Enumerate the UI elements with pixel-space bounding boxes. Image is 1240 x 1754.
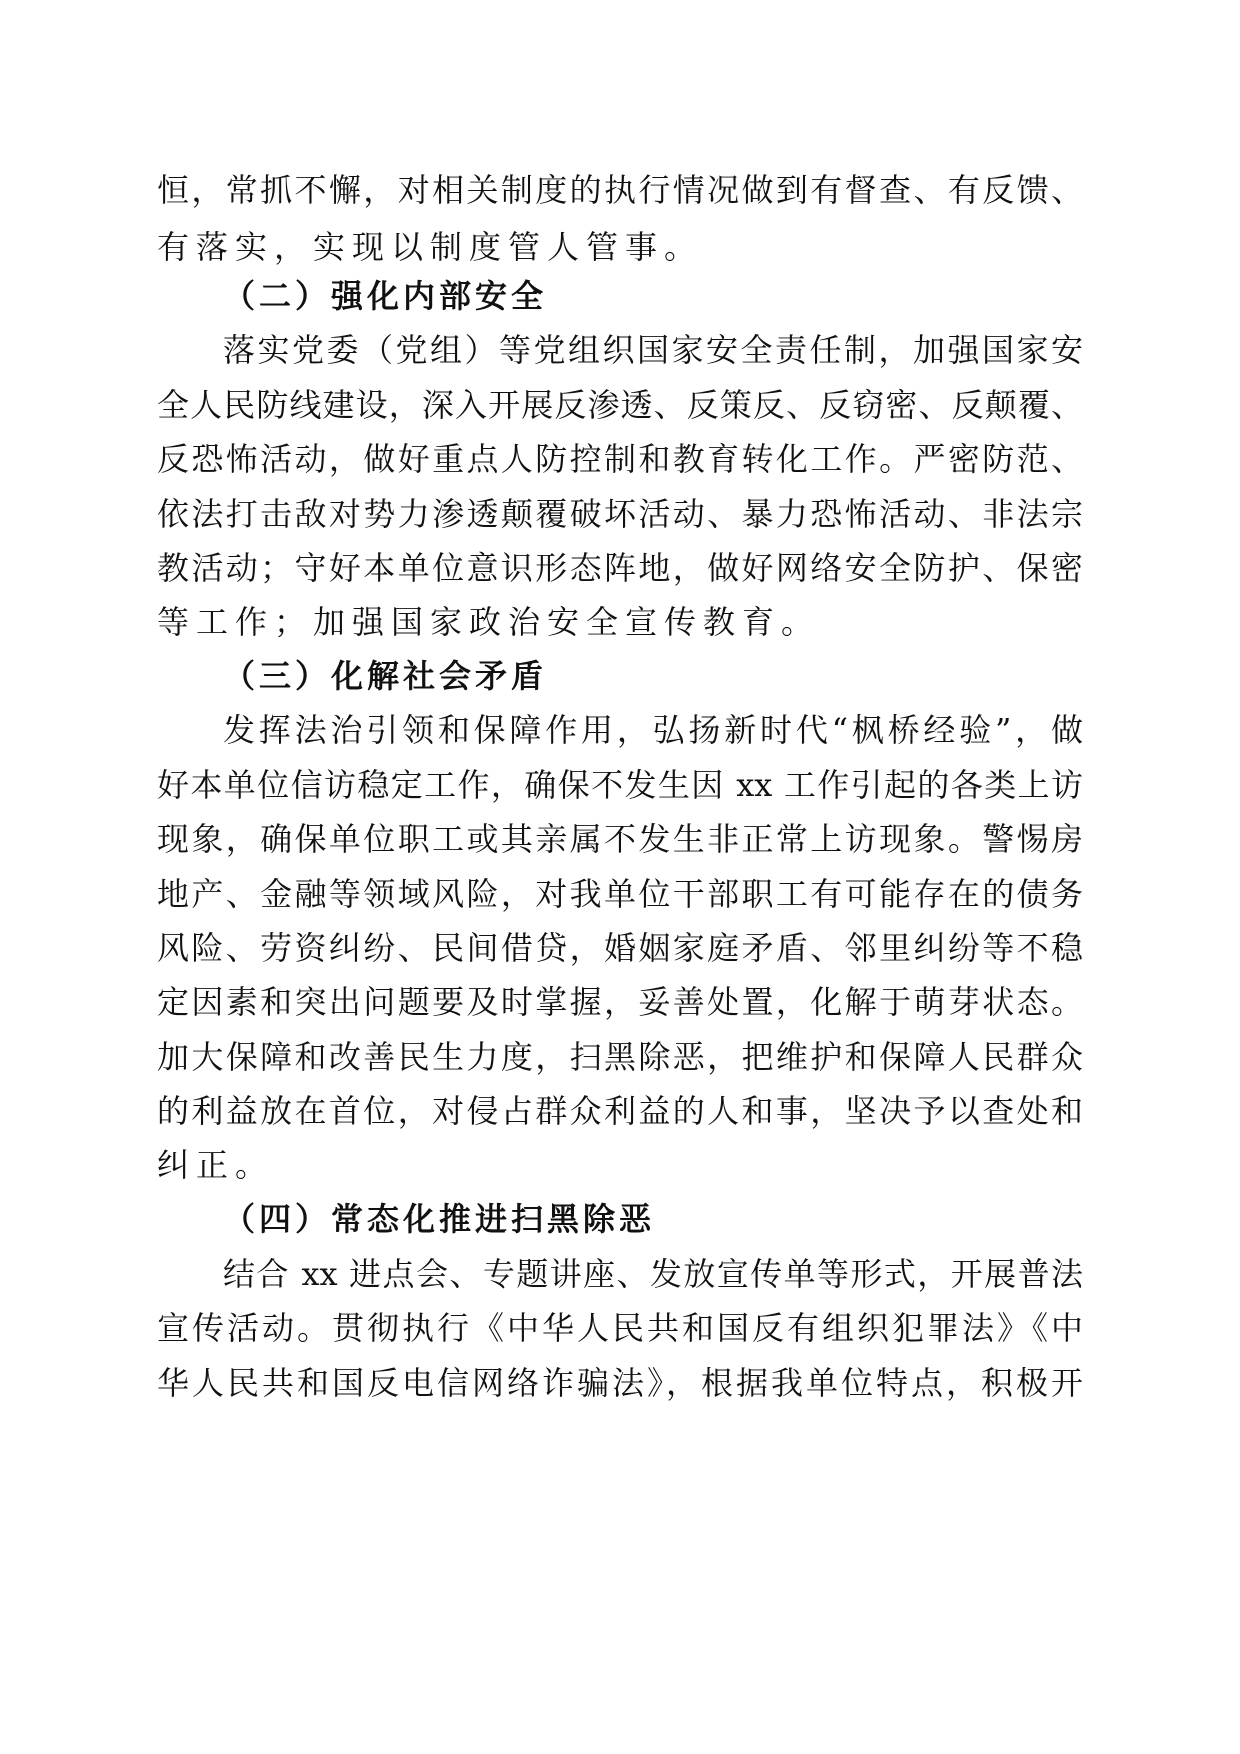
section-heading-4: （四）常态化推进扫黑除恶 [223, 1200, 656, 1238]
body-line: 加大保障和改善民生力度，扫黑除恶，把维护和保障人民群众 [157, 1038, 1083, 1076]
body-line: 华人民共和国反电信网络诈骗法》，根据我单位特点，积极开 [157, 1364, 1083, 1402]
body-line: 定因素和突出问题要及时掌握，妥善处置，化解于萌芽状态。 [157, 983, 1083, 1021]
body-line: 反恐怖活动，做好重点人防控制和教育转化工作。严密防范、 [157, 440, 1083, 478]
body-line: 落实党委（党组）等党组织国家安全责任制，加强国家安 [223, 331, 1083, 369]
body-line: 好本单位信访稳定工作，确保不发生因 xx 工作引起的各类上访 [157, 766, 1083, 804]
body-line: 纠正。 [157, 1146, 275, 1184]
body-line: 的利益放在首位，对侵占群众利益的人和事，坚决予以查处和 [157, 1092, 1083, 1130]
body-line: 等工作；加强国家政治安全宣传教育。 [157, 603, 821, 641]
body-line: 结合 xx 进点会、专题讲座、发放宣传单等形式，开展普法 [223, 1255, 1083, 1293]
body-line: 风险、劳资纠纷、民间借贷，婚姻家庭矛盾、邻里纠纷等不稳 [157, 929, 1083, 967]
body-line: 全人民防线建设，深入开展反渗透、反策反、反窃密、反颠覆、 [157, 386, 1083, 424]
section-heading-3: （三）化解社会矛盾 [223, 657, 548, 695]
body-line: 宣传活动。贯彻执行《中华人民共和国反有组织犯罪法》《中 [157, 1309, 1083, 1347]
body-line: 教活动；守好本单位意识形态阵地，做好网络安全防护、保密 [157, 549, 1083, 587]
body-line: 恒，常抓不懈，对相关制度的执行情况做到有督查、有反馈、 [157, 171, 1083, 209]
body-line: 现象，确保单位职工或其亲属不发生非正常上访现象。警惕房 [157, 820, 1083, 858]
body-line: 地产、金融等领域风险，对我单位干部职工有可能存在的债务 [157, 875, 1083, 913]
body-line: 依法打击敌对势力渗透颠覆破坏活动、暴力恐怖活动、非法宗 [157, 495, 1083, 533]
section-heading-2: （二）强化内部安全 [223, 277, 548, 315]
body-line: 有落实，实现以制度管人管事。 [157, 228, 704, 266]
body-line: 发挥法治引领和保障作用，弘扬新时代“枫桥经验”，做 [223, 711, 1083, 749]
